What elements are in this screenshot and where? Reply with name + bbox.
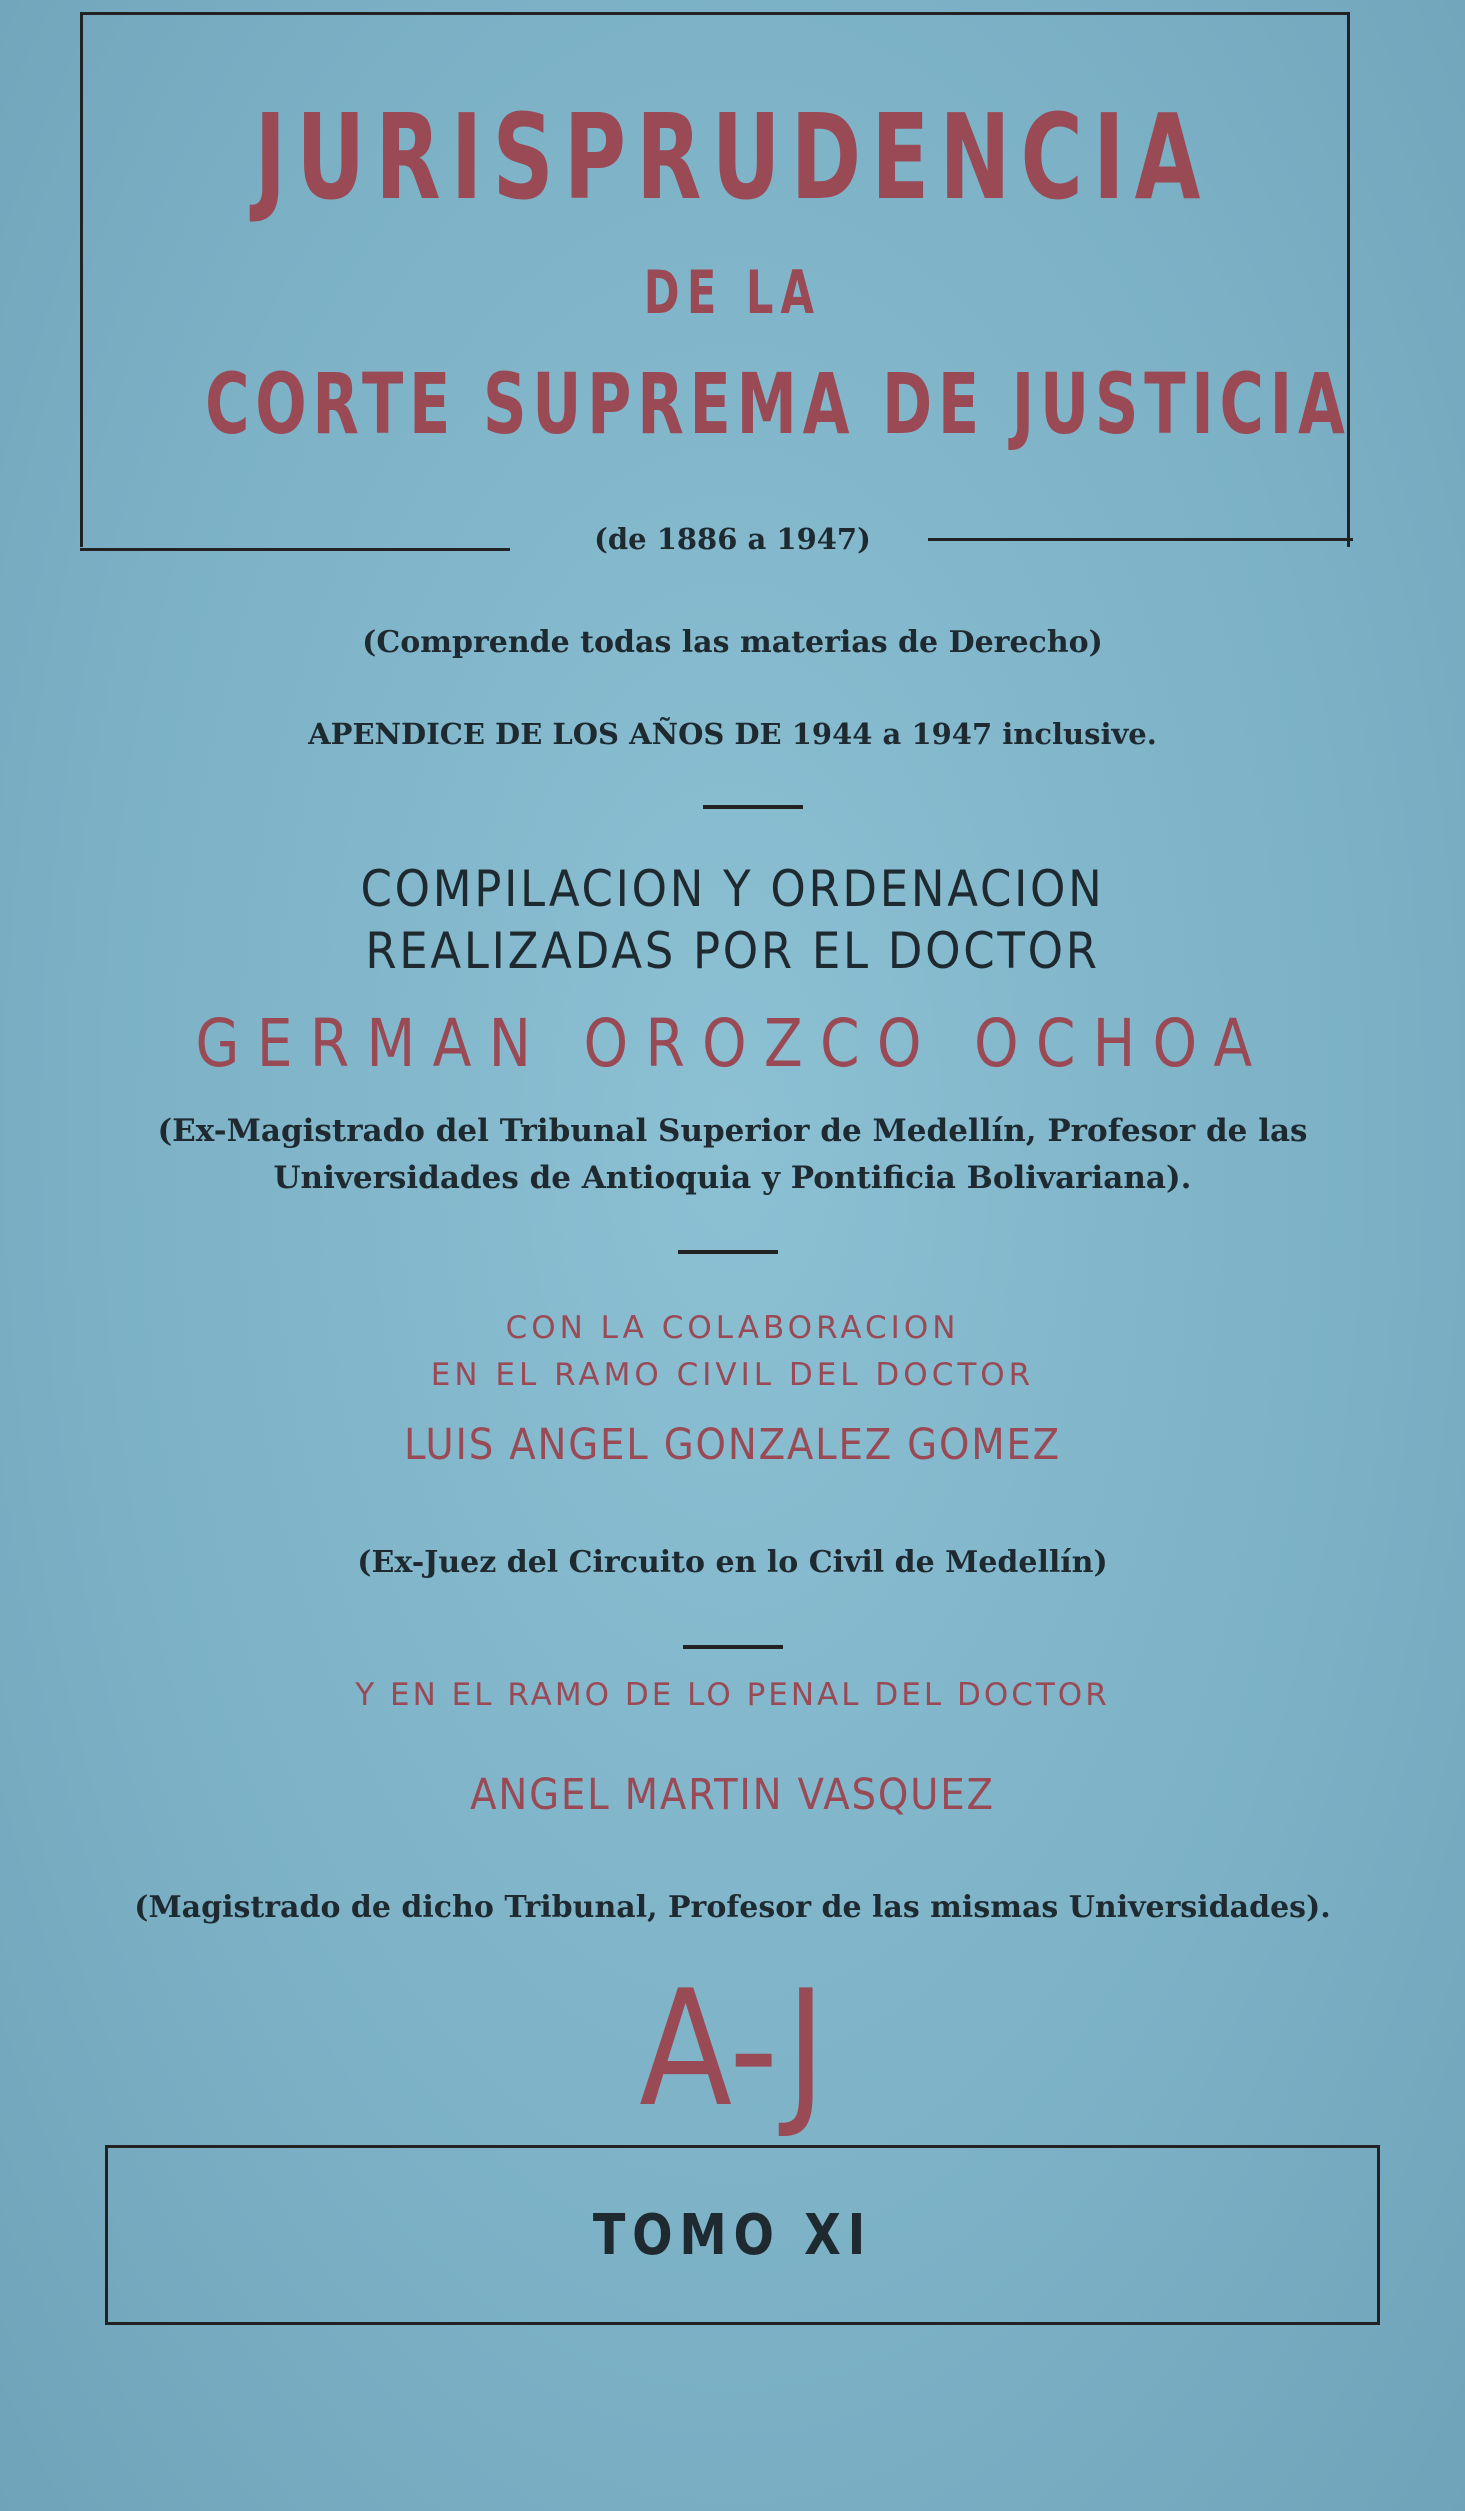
title-de-la: DE LA — [643, 258, 822, 328]
title-main: JURISPRUDENCIA — [254, 88, 1211, 226]
title-corte: CORTE SUPREMA DE JUSTICIA — [205, 355, 1351, 453]
author-note-line-1: (Ex-Magistrado del Tribunal Superior de Medellín, Profesor de las — [157, 1113, 1308, 1149]
separator-3 — [683, 1645, 783, 1649]
separator-2 — [678, 1250, 778, 1254]
penal-note: (Magistrado de dicho Tribunal, Profesor de las mismas Universidades). — [134, 1890, 1331, 1925]
title-years: (de 1886 a 1947) — [594, 522, 871, 556]
collaboration-line-2: EN EL RAMO CIVIL DEL DOCTOR — [430, 1357, 1035, 1393]
compilation-line-2: REALIZADAS POR EL DOCTOR — [365, 922, 1100, 980]
collaboration-line-1: CON LA COLABORACION — [505, 1310, 960, 1346]
subtitle-comprende: (Comprende todas las materias de Derecho) — [362, 625, 1103, 660]
penal-name: ANGEL MARTIN VASQUEZ — [470, 1770, 995, 1820]
volume-label: TOMO XI — [592, 2203, 873, 2268]
separator-1 — [703, 805, 803, 809]
volume-range: A-J — [639, 1955, 826, 2142]
author-note-line-2: Universidades de Antioquia y Pontificia Bolivariana). — [273, 1160, 1192, 1196]
collaborator-name: LUIS ANGEL GONZALEZ GOMEZ — [404, 1420, 1061, 1470]
penal-line-1: Y EN EL RAMO DE LO PENAL DEL DOCTOR — [355, 1677, 1110, 1713]
author-name: GERMAN OROZCO OCHOA — [195, 1005, 1270, 1082]
collaborator-note: (Ex-Juez del Circuito en lo Civil de Medellín) — [357, 1545, 1108, 1580]
compilation-line-1: COMPILACION Y ORDENACION — [360, 860, 1105, 918]
subtitle-apendice: APENDICE DE LOS AÑOS DE 1944 a 1947 inclusive. — [308, 717, 1157, 751]
